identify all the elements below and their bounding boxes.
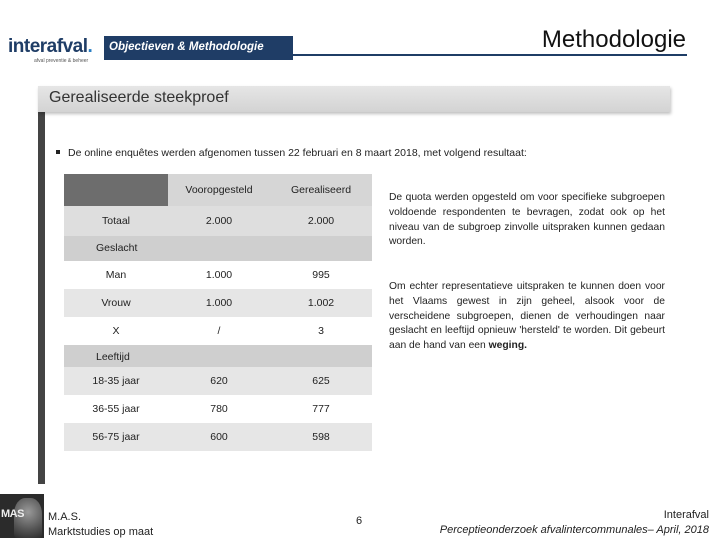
table-row: 56-75 jaar 600 598 <box>64 423 372 451</box>
table-row: 36-55 jaar 780 777 <box>64 395 372 423</box>
table-row: Vrouw 1.000 1.002 <box>64 289 372 317</box>
table-header-row <box>64 174 372 206</box>
table-group-gender: Geslacht <box>64 236 372 261</box>
interafval-logo <box>8 38 96 66</box>
header-cell-realized: Gerealiseerd <box>290 184 352 196</box>
weighting-paragraph: Om echter representatieve uitspraken te kunnen doen voor het Vlaams gewest in zijn geheel, alsook voor de verscheidene subgroepen, dienen de verhoudingen naar geslacht en leeftijd opnieuw 'hersteld' te worden. Dit gebeurt aan de hand van een weging. <box>389 281 665 352</box>
table-row: Man 1.000 995 <box>64 261 372 289</box>
table-group-age: Leeftijd <box>64 345 372 367</box>
table-row: X / 3 <box>64 317 372 345</box>
page-title: Methodologie <box>541 26 686 53</box>
intro-bullet <box>56 147 527 159</box>
footer-organization: M.A.S. Marktstudies op maat <box>48 511 154 538</box>
quota-paragraph: De quota werden opgesteld om voor specifieke subgroepen voldoende respondenten te bevragen, zodat ook op het niveau van de subgroep zinvolle uitspraken kunnen gedaan worden. <box>389 192 665 248</box>
header-cell-empty <box>64 174 168 206</box>
logo-tagline: afval preventie & beheer <box>34 58 89 64</box>
logo-wordmark: interafval. <box>8 36 93 57</box>
weighting-keyword: weging. <box>488 340 527 352</box>
bullet-icon <box>56 150 60 154</box>
header-tab-label: Objectieven & Methodologie <box>104 36 293 60</box>
mas-logo: MAS <box>0 494 44 538</box>
sample-table <box>64 174 372 451</box>
table-row: 18-35 jaar 620 625 <box>64 367 372 395</box>
footer-report-info: Interafval Perceptieonderzoek afvalintercommunales– April, 2018 <box>439 509 709 536</box>
intro-text: De online enquêtes werden afgenomen tussen 22 februari en 8 maart 2018, met volgend resultaat: <box>68 147 527 159</box>
table-row-total: Totaal 2.000 2.000 <box>64 206 372 236</box>
section-title: Gerealiseerde steekproef <box>49 89 229 106</box>
left-accent-bar <box>38 86 45 484</box>
header-cell-planned: Vooropgesteld <box>185 184 253 196</box>
page-number: 6 <box>356 515 363 527</box>
